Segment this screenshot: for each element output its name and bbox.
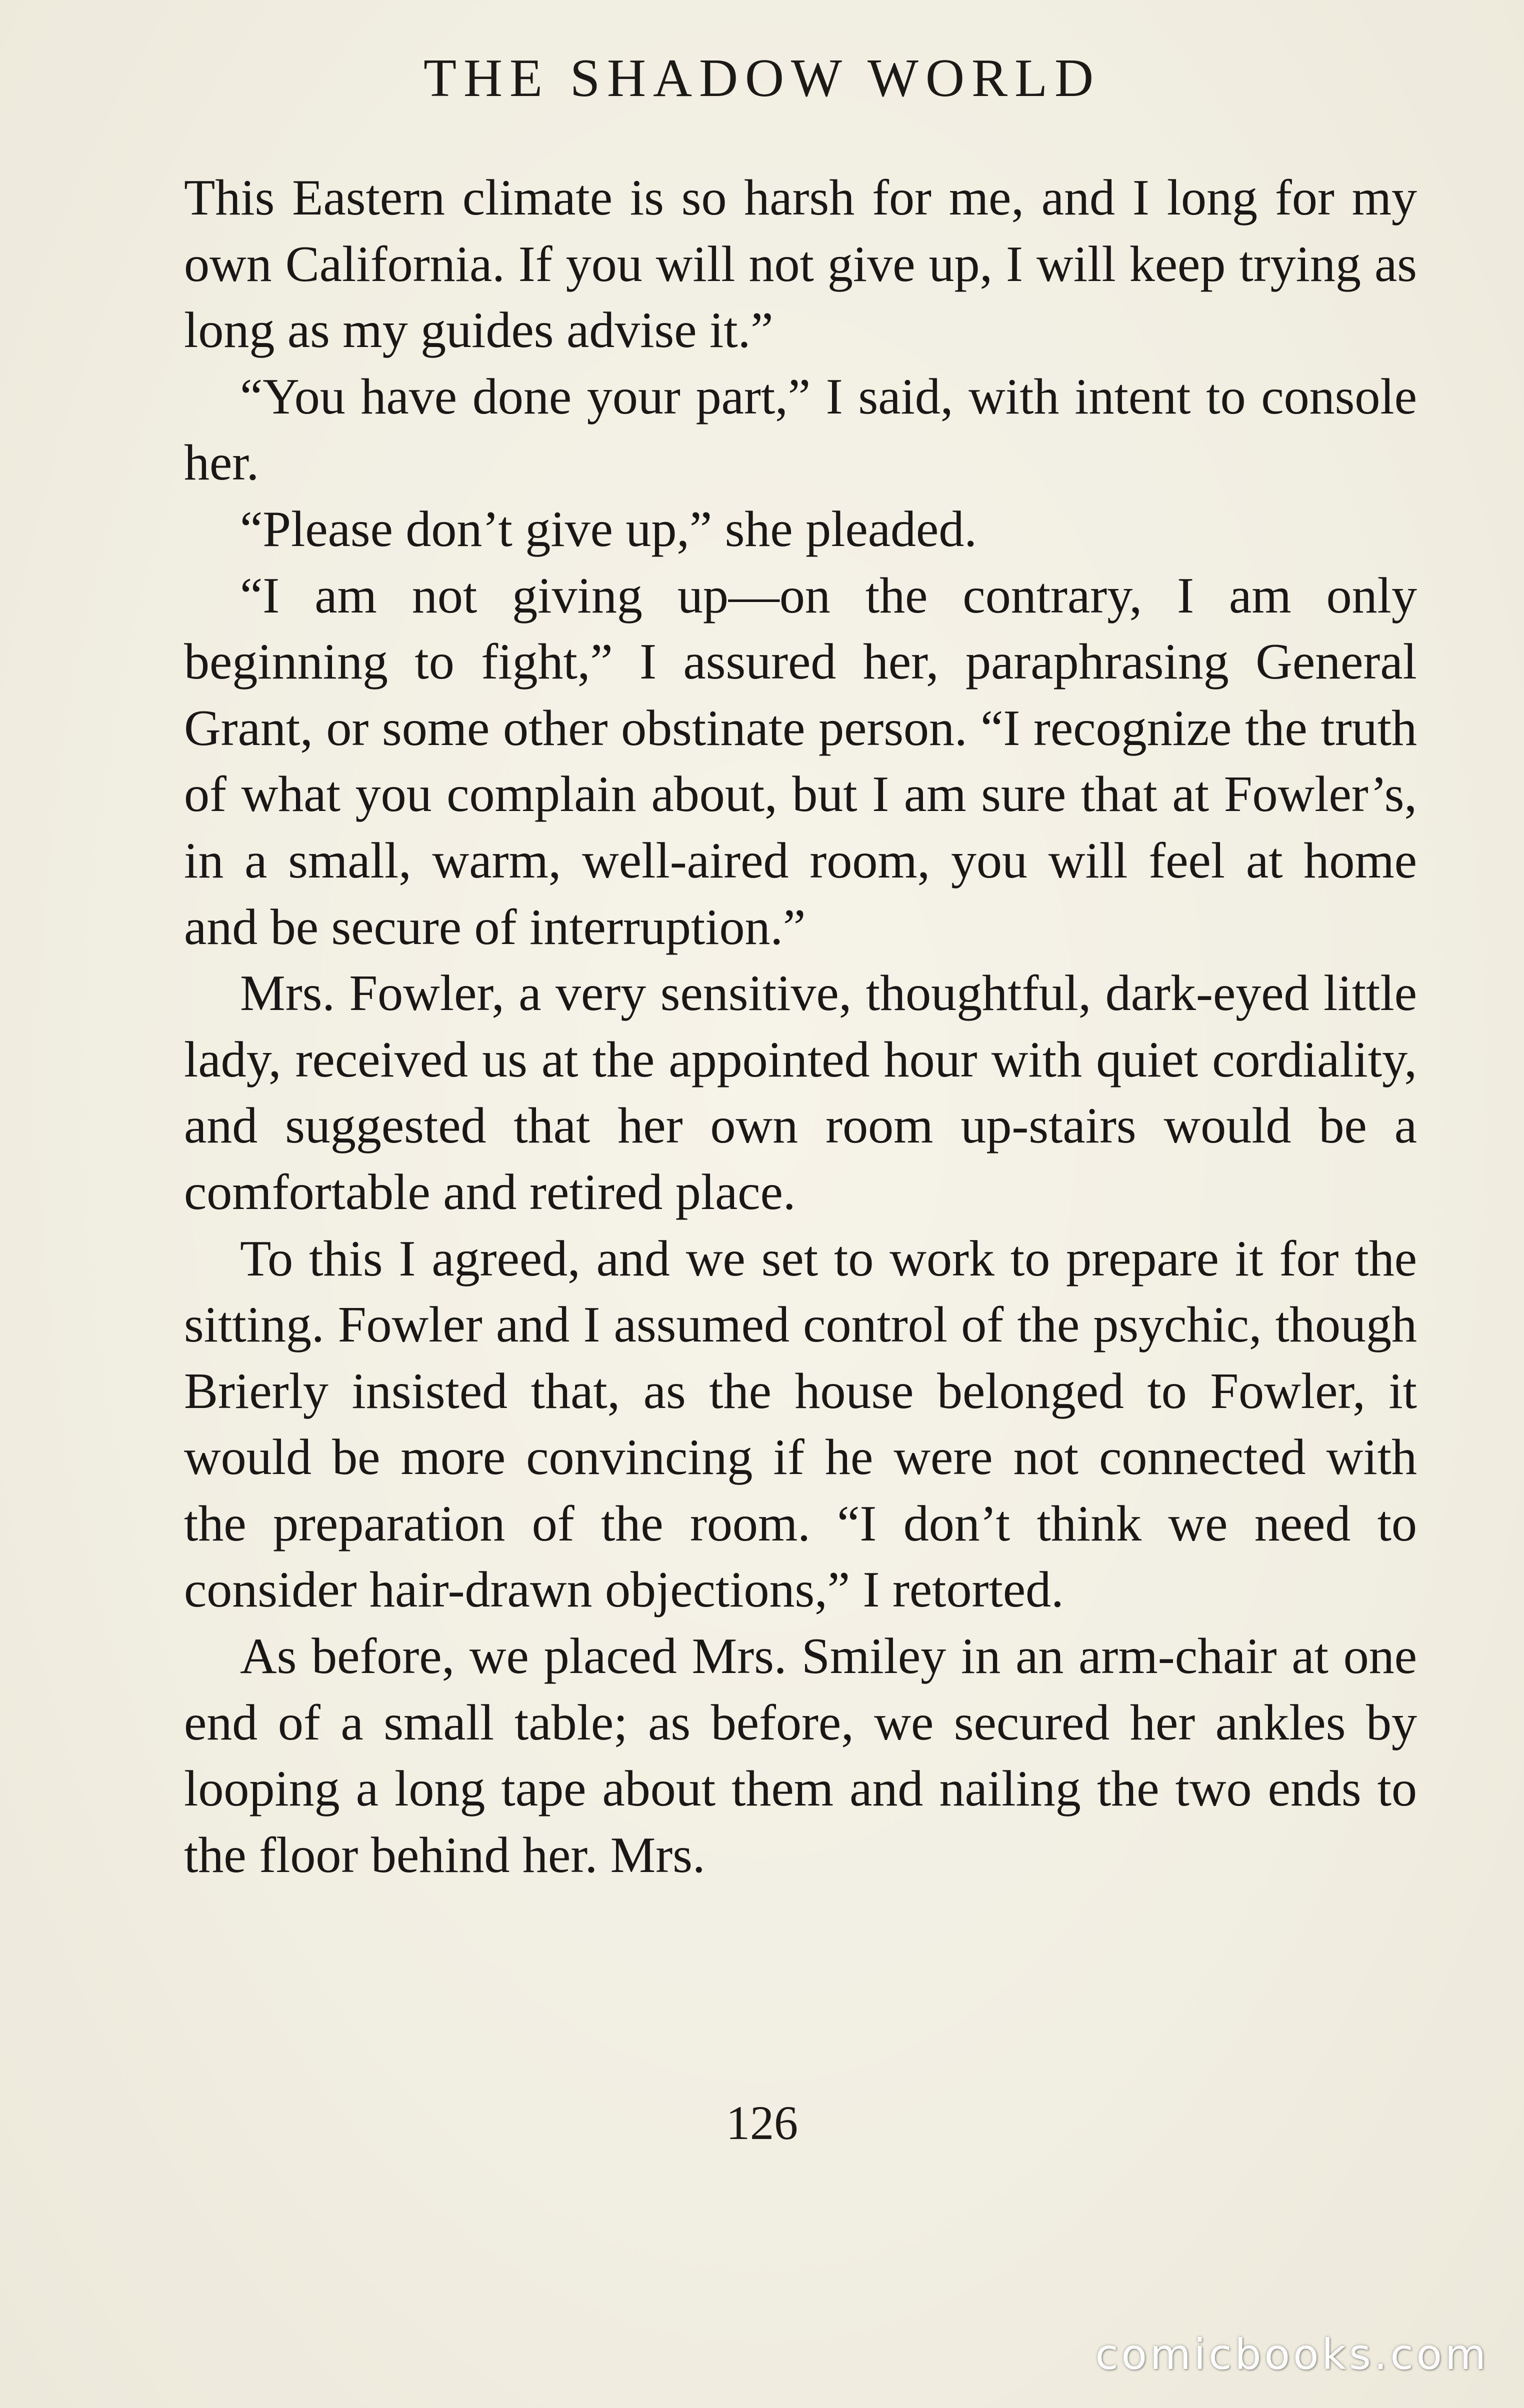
body-text bbox=[184, 165, 1417, 1888]
paragraph: Mrs. Fowler, a very sensitive, thoughtful, dark-eyed little lady, received us at the appointed hour with quiet cordiality, and suggested that her own room up-stairs would be a comfortable and retired place. bbox=[184, 965, 1417, 1220]
paragraph: This Eastern climate is so harsh for me, and I long for my own California. If you will not give up, I will keep trying as long as my guides advise it.” bbox=[184, 170, 1417, 359]
paragraph: “You have done your part,” I said, with intent to console her. bbox=[184, 368, 1417, 492]
watermark: comicbooks.com bbox=[1095, 2330, 1489, 2379]
paragraph: “Please don’t give up,” she pleaded. bbox=[240, 500, 977, 558]
paragraph: As before, we placed Mrs. Smiley in an arm-chair at one end of a small table; as before, we secured her ankles by looping a long tape about them and nailing the two ends to the floor behind her. Mrs. bbox=[184, 1628, 1417, 1884]
paragraph: To this I agreed, and we set to work to prepare it for the sitting. Fowler and I assumed control of the psychic, though Brierly insisted that, as the house belonged to Fowler, it would be more convincing if he were not connected with the preparation of the room. “I don’t think we need to consider hair-drawn objections,” I retorted. bbox=[184, 1230, 1417, 1618]
paragraph: “I am not giving up—on the contrary, I am only beginning to fight,” I assured her, paraphrasing General Grant, or some other obstinate person. “I recognize the truth of what you complain about, but I am sure that at Fowler’s, in a small, warm, well-aired room, you will feel at home and be secure of interruption.” bbox=[184, 567, 1417, 956]
page-number: 126 bbox=[726, 2096, 798, 2150]
running-head: THE SHADOW WORLD bbox=[424, 48, 1100, 108]
